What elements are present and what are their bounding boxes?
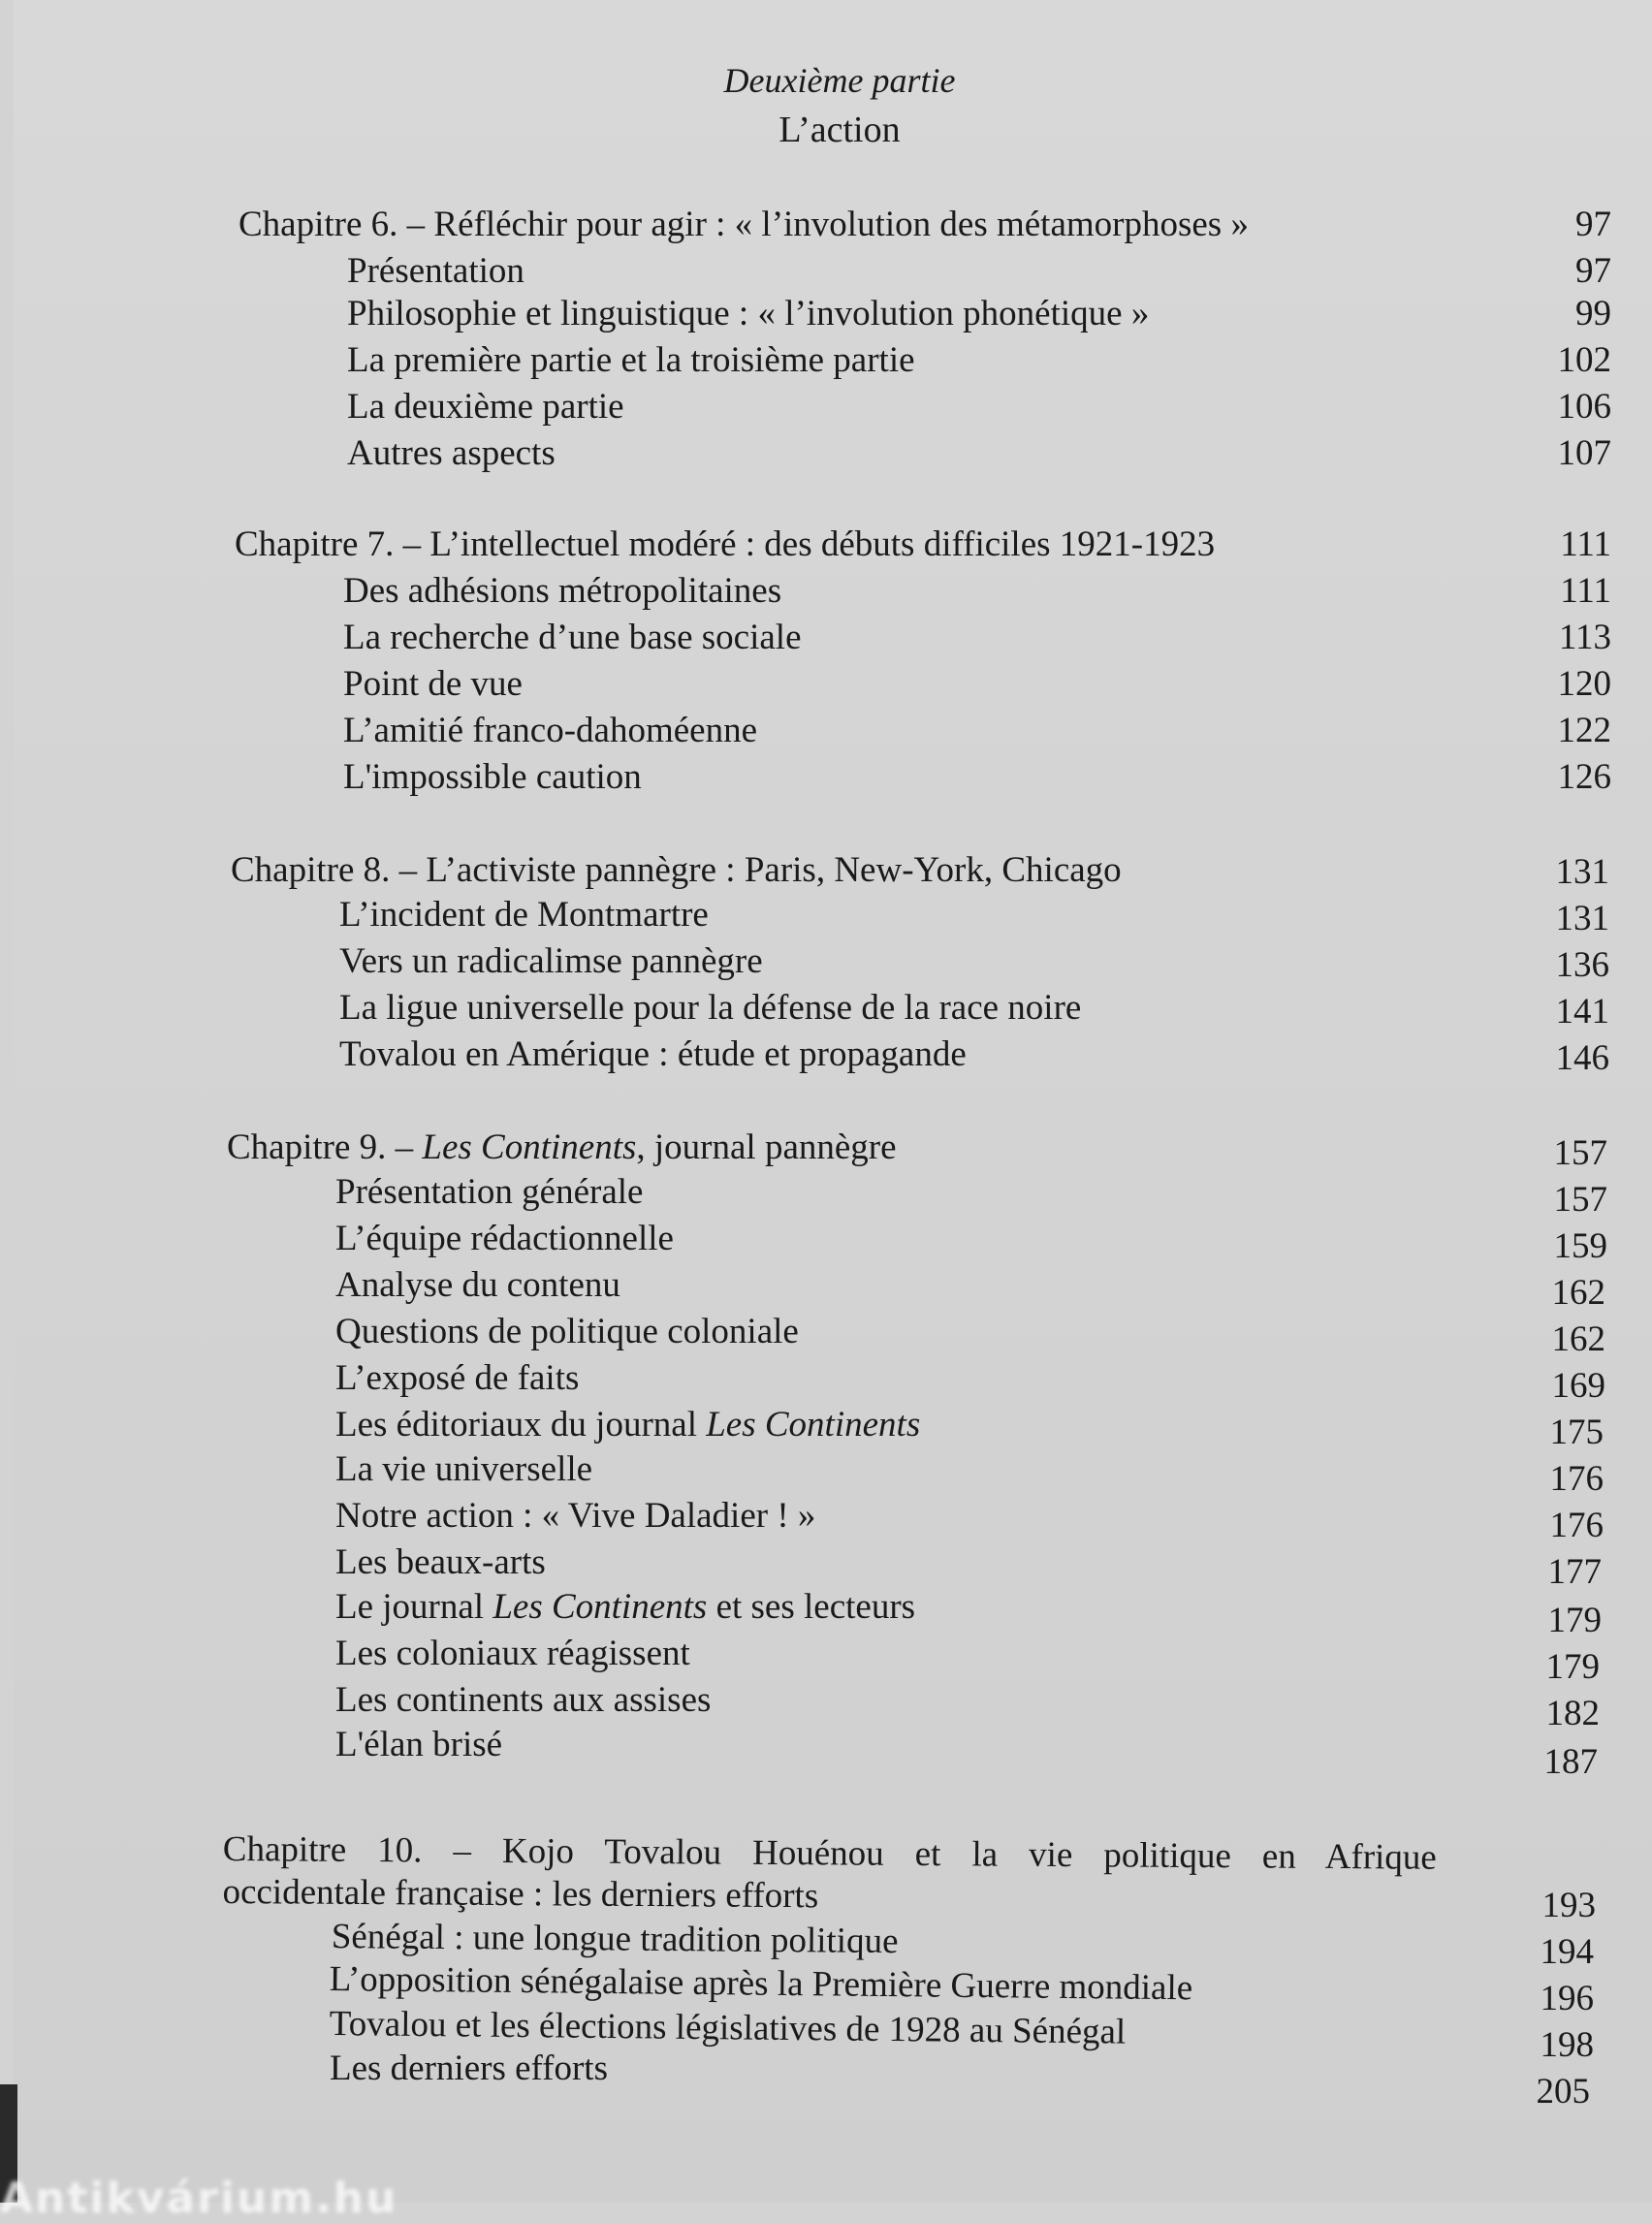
section-title: Vers un radicalimse pannègre <box>339 941 763 981</box>
section-title: L’équipe rédactionnelle <box>335 1219 674 1258</box>
section-title: Le journal Les Continents et ses lecteurs <box>335 1587 916 1627</box>
section-title: Tovalou en Amérique : étude et propagande <box>339 1034 967 1074</box>
section-title: L’exposé de faits <box>335 1358 580 1398</box>
section-page-number: 187 <box>1543 1742 1598 1782</box>
section-page-number: 141 <box>1555 992 1609 1032</box>
section-page-number: 176 <box>1549 1506 1604 1545</box>
section-title: Sénégal : une longue tradition politique <box>331 1917 899 1962</box>
section-page-number: 169 <box>1551 1366 1605 1406</box>
section-title: L’opposition sénégalaise après la Première Guerre mondiale <box>329 1959 1193 2009</box>
section-title: Les derniers efforts <box>330 2048 608 2088</box>
section-page-number: 176 <box>1549 1459 1604 1499</box>
section-title: Notre action : « Vive Daladier ! » <box>335 1496 816 1536</box>
chapter-title: Chapitre 8. – L’activiste pannègre : Paris, New-York, Chicago <box>231 850 1122 890</box>
section-title: Autres aspects <box>347 433 556 473</box>
section-page-number: 194 <box>1540 1932 1594 1972</box>
section-title: Philosophie et linguistique : « l’involution phonétique » <box>347 294 1150 333</box>
section-title: Les continents aux assises <box>335 1680 712 1720</box>
section-page-number: 175 <box>1549 1413 1604 1452</box>
section-title: L'élan brisé <box>335 1725 503 1764</box>
journal-title: Les Continents <box>706 1405 921 1445</box>
section-page-number: 182 <box>1545 1694 1600 1733</box>
chapter-page-number: 157 <box>1553 1133 1607 1173</box>
section-page-number: 106 <box>1557 387 1611 427</box>
section-title: Analyse du contenu <box>335 1265 620 1305</box>
section-page-number: 113 <box>1558 618 1611 657</box>
section-title: Point de vue <box>343 664 523 704</box>
section-title: L’incident de Montmartre <box>339 895 709 935</box>
section-page-number: 162 <box>1551 1319 1605 1359</box>
chapter-title: Chapitre 9. – Les Continents, journal pannègre <box>227 1127 897 1167</box>
section-page-number: 111 <box>1560 571 1611 611</box>
section-title: Présentation générale <box>335 1172 644 1212</box>
section-page-number: 131 <box>1555 899 1609 938</box>
chapter-title: Chapitre 7. – L’intellectuel modéré : des débuts difficiles 1921-1923 <box>235 524 1216 564</box>
chapter-title: Chapitre 10. – Kojo Tovalou Houénou et la vie politique en Afrique occidentale française : les derniers efforts <box>222 1829 1437 1917</box>
section-title: Les éditoriaux du journal Les Continents <box>335 1405 921 1445</box>
section-page-number: 146 <box>1555 1038 1609 1078</box>
section-page-number: 196 <box>1540 1979 1594 2018</box>
section-page-number: 162 <box>1551 1273 1605 1313</box>
journal-title: Les Continents <box>492 1587 708 1627</box>
section-title: La vie universelle <box>335 1449 593 1489</box>
section-title: Les coloniaux réagissent <box>335 1634 690 1673</box>
section-page-number: 97 <box>1575 251 1611 291</box>
section-page-number: 198 <box>1540 2025 1594 2065</box>
section-title: La recherche d’une base sociale <box>343 618 802 657</box>
watermark: Antikvárium.hu <box>0 2174 398 2223</box>
section-page-number: 102 <box>1557 340 1611 380</box>
section-page-number: 205 <box>1536 2072 1590 2112</box>
section-title: Présentation <box>347 251 524 291</box>
chapter-page-number: 193 <box>1541 1886 1596 1925</box>
part-label: Deuxième partie <box>723 61 956 100</box>
section-page-number: 99 <box>1575 294 1611 333</box>
section-title: La deuxième partie <box>347 387 624 427</box>
section-page-number: 177 <box>1547 1552 1602 1592</box>
section-page-number: 157 <box>1553 1180 1607 1220</box>
journal-title: Les Continents <box>422 1127 637 1167</box>
section-page-number: 179 <box>1547 1601 1602 1640</box>
book-page <box>14 0 1652 2203</box>
section-page-number: 107 <box>1557 433 1611 473</box>
section-page-number: 122 <box>1557 711 1611 750</box>
section-page-number: 126 <box>1557 757 1611 797</box>
chapter-page-number: 131 <box>1555 852 1609 892</box>
chapter-page-number: 111 <box>1560 524 1611 564</box>
chapter-title: Chapitre 6. – Réfléchir pour agir : « l’involution des métamorphoses » <box>238 205 1249 244</box>
section-page-number: 179 <box>1545 1647 1600 1687</box>
section-page-number: 159 <box>1553 1226 1607 1266</box>
section-title: L'impossible caution <box>343 757 642 797</box>
section-page-number: 136 <box>1555 945 1609 985</box>
section-page-number: 120 <box>1557 664 1611 704</box>
chapter-page-number: 97 <box>1575 205 1611 244</box>
section-title: Des adhésions métropolitaines <box>343 571 782 611</box>
part-title: L’action <box>778 110 901 150</box>
section-title: L’amitié franco-dahoméenne <box>343 711 758 750</box>
section-title: Questions de politique coloniale <box>335 1312 799 1351</box>
section-title: La première partie et la troisième partie <box>347 340 915 380</box>
section-title: Les beaux-arts <box>335 1542 546 1582</box>
section-title: Tovalou et les élections législatives de 1928 au Sénégal <box>329 2004 1127 2052</box>
section-title: La ligue universelle pour la défense de la race noire <box>339 988 1082 1028</box>
